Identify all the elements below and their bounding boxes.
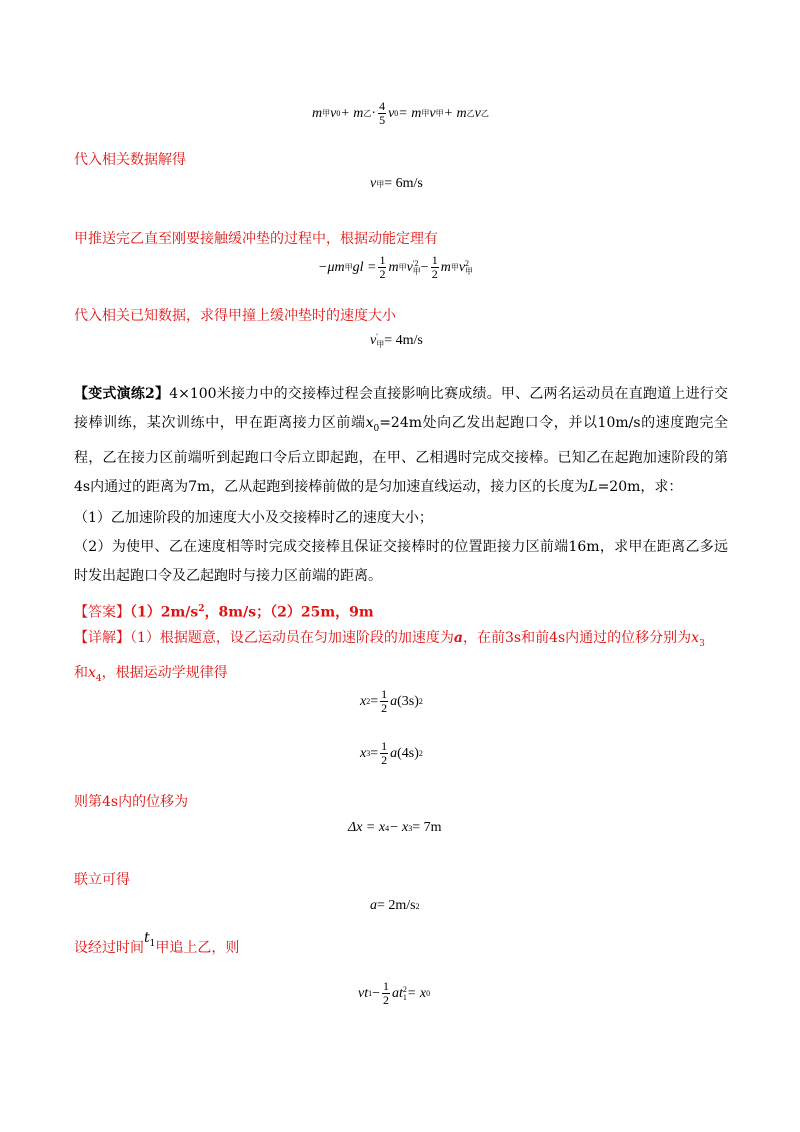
equation-final-velocity: v ′ 甲 = 4m/s xyxy=(370,332,423,349)
equation-energy: −μm 甲 gl = $\frac{1}{2}$ m 甲 v ′2 甲 − $\frac{1}{2}$ m 甲 v 2 甲 xyxy=(318,253,474,281)
equation-x3: x 3 = $\frac{1}{2}$ a (4s) 2 xyxy=(360,739,423,767)
problem-tag: 【变式演练2】 xyxy=(74,386,170,402)
equation-x2: x 2 = $\frac{1}{2}$ a (3s) 2 xyxy=(360,687,423,715)
answer-line: 【答案】$(1)2m/s^2$，8m/s；（2）25m，9m xyxy=(74,604,374,621)
text-line: 代入相关已知数据，求得甲撞上缓冲垫时的速度大小 xyxy=(74,308,396,324)
text-line: 代入相关数据解得 xyxy=(74,152,186,168)
text-line: 联立可得 xyxy=(74,872,130,888)
problem-paragraph: 【变式演练2】4×100米接力中的交接棒过程会直接影响比赛成绩。甲、乙两名运动员在直跑道上进行交接棒训练，某次训练中，甲在距离接力区前端$x_0=24m$处向乙发出起跑口令，并以10m/s的速度跑完全程，乙在接力区前端听到起跑口令后立即起跑，在甲、乙相遇时完成交接棒。已知乙在起跑加速阶段的第4s内通过的距离为7m，乙从起跑到接棒前做的是匀加速直线运动，接力区的长度为L=20m，求： xyxy=(74,386,729,495)
question-1: （1）乙加速阶段的加速度大小及交接棒时乙的速度大小； xyxy=(74,510,433,526)
equation-velocity-jia: v 甲 = 6m/s xyxy=(370,176,423,191)
equation-catch-up: vt 1 − $\frac{1}{2}$ at 2 1 = x 0 xyxy=(358,979,431,1007)
text-line: 设经过时间$t_1$甲追上乙，则 xyxy=(74,930,240,956)
equation-delta-x: Δx = x 4 − x 3 = 7m xyxy=(348,820,442,835)
question-2: （2）为使甲、乙在速度相等时完成交接棒且保证交接棒时的位置距接力区前端16m，求甲在距离乙多远时发出起跑口令及乙起跑时与接力区前端的距离。 xyxy=(74,539,728,584)
equation-acceleration: a = 2m/s 2 xyxy=(370,898,420,913)
equation-momentum: m 甲 v 0 + m 乙 · $\frac{4}{5}$ v 0 = m 甲 v 甲 + m 乙 v 乙 xyxy=(312,99,489,127)
text-line: 甲推送完乙直至刚要接触缓冲垫的过程中，根据动能定理有 xyxy=(74,231,438,247)
text-line: 则第4s内的位移为 xyxy=(74,794,189,810)
detail-paragraph: 【详解】（1）根据题意，设乙运动员在匀加速阶段的加速度为a，在前3s和前4s内通过的位移分别为$x_3$ 和$x_4$，根据运动学规律得 xyxy=(74,630,705,684)
